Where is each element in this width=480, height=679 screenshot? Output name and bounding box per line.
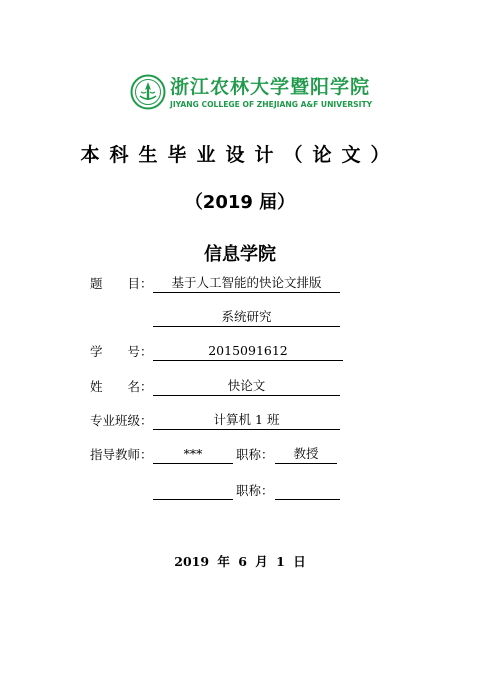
graduation-year: （2019 届） (184, 192, 296, 213)
document-title: 本科生毕业设计（论文） (80, 144, 400, 166)
student-id-label: 学 号： (90, 344, 153, 359)
advisor2-title-value (275, 482, 340, 500)
advisor-title-label: 职称： (236, 447, 274, 462)
advisor-value: *** (153, 446, 233, 464)
advisor2-value (153, 482, 233, 500)
advisor2-title-label: 职称： (236, 483, 274, 498)
university-seal-icon (130, 74, 166, 110)
topic-line-1: 基于人工智能的快论文排版 (153, 275, 340, 293)
college-name: 信息学院 (204, 244, 276, 265)
topic-label: 题 目： (90, 276, 153, 291)
topic-line-2: 系统研究 (153, 309, 340, 327)
name-label: 姓 名： (90, 379, 153, 394)
advisor-label: 指导教师： (90, 447, 153, 462)
class-value: 计算机 1 班 (153, 412, 340, 430)
logo-english-name: JIYANG COLLEGE OF ZHEJIANG A&F UNIVERSITY (170, 100, 373, 109)
class-label: 专业班级： (90, 413, 153, 428)
logo-university-name: 浙江农林大学 (170, 76, 291, 98)
logo-college-name: 暨阳学院 (290, 76, 371, 98)
submission-date: 2019 年 6 月 1 日 (174, 554, 306, 569)
name-value: 快论文 (153, 378, 340, 396)
logo-chinese-name (170, 76, 371, 98)
student-id-value: 2015091612 (153, 343, 343, 361)
university-logo (170, 76, 373, 110)
advisor-title-value: 教授 (275, 446, 337, 464)
